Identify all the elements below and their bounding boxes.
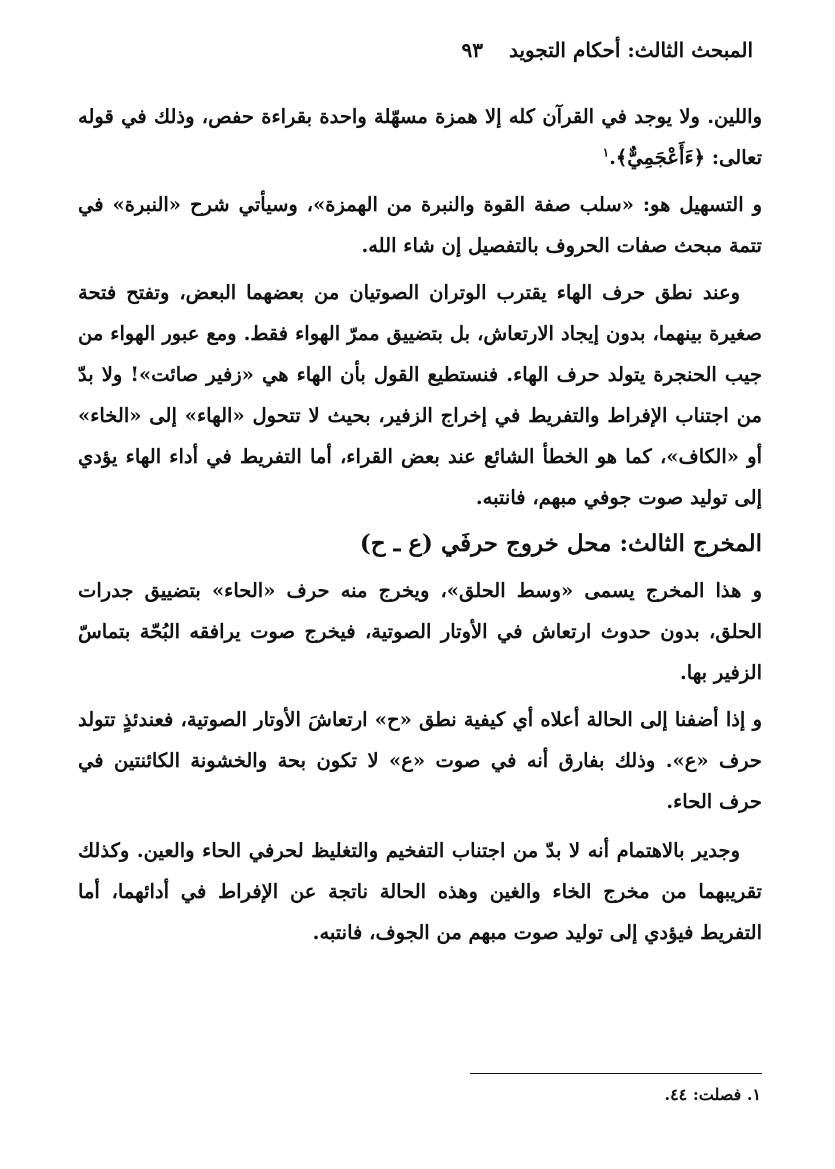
section-paragraph-2: و إذا أضفنا إلى الحالة أعلاه أي كيفية نطق «ح» ارتعاشَ الأوتار الصوتية، فعندئذٍ تتولد حرف «ع». وذلك بفارق أنه في صوت «ع» لا تكون بحة والخشونة الكائنتين في حرف الحاء. — [78, 708, 762, 813]
paragraph-1 — [78, 96, 762, 178]
paragraph-3: وعند نطق حرف الهاء يقترب الوتران الصوتيان من بعضهما البعض، وتفتح فتحة صغيرة بينهما، بدون إيجاد الارتعاش، بل بتضييق ممرّ الهواء فقط. ومع عبور الهواء من جيب الحنجرة يتولد حرف الهاء. فنستطيع القول بأن الهاء هي «زفير صائت»! ولا بدّ من اجتناب الإفراط والتفريط في إخراج الزفير، بحيث لا تتحول «الهاء» إلى «الخاء» أو «الكاف»، كما هو الخطأ الشائع عند بعض القراء، أما التفريط في أداء الهاء يؤدي إلى توليد صوت جوفي مبهم، فانتبه. — [78, 281, 762, 509]
page-number: ٩٣ — [461, 38, 483, 62]
footnote-marker: ١ — [602, 145, 610, 160]
running-header — [462, 36, 754, 64]
footnote-divider — [470, 1073, 762, 1074]
paragraph-2: و التسهيل هو: «سلب صفة القوة والنبرة من الهمزة»، وسيأتي شرح «النبرة» في تتمة مبحث صفات الحروف بالتفصيل إن شاء الله. — [78, 193, 762, 257]
header-title: المبحث الثالث: أحكام التجويد — [508, 38, 753, 62]
section-paragraph-3: وجدير بالاهتمام أنه لا بدّ من اجتناب التفخيم والتغليظ لحرفي الحاء والعين. وكذلك تقريبهما من مخرج الخاء والغين وهذه الحالة ناتجة عن الإفراط في أدائهما، أما التفريط فيؤدي إلى توليد صوت مبهم من الجوف، فانتبه. — [78, 839, 762, 944]
section-paragraph-1: و هذا المخرج يسمى «وسط الحلق»، ويخرج منه حرف «الحاء» بتضييق جدرات الحلق، بدون حدوث ارتعاش في الأوتار الصوتية، فيخرج صوت يرافقه البُحّة بتماسّ الزفير بها. — [78, 579, 762, 684]
section-heading: المخرج الثالث: محل خروج حرفَي (ع ـ ح) — [359, 530, 762, 557]
main-text — [78, 96, 762, 959]
paragraph-text: واللين. ولا يوجد في القرآن كله إلا همزة مسهّلة واحدة بقراءة حفص، وذلك في قوله تعالى: ﴿ءَأَعْجَمِيٌّ﴾. — [78, 105, 762, 169]
footnote: ١. فصلت: ٤٤. — [664, 1085, 761, 1104]
